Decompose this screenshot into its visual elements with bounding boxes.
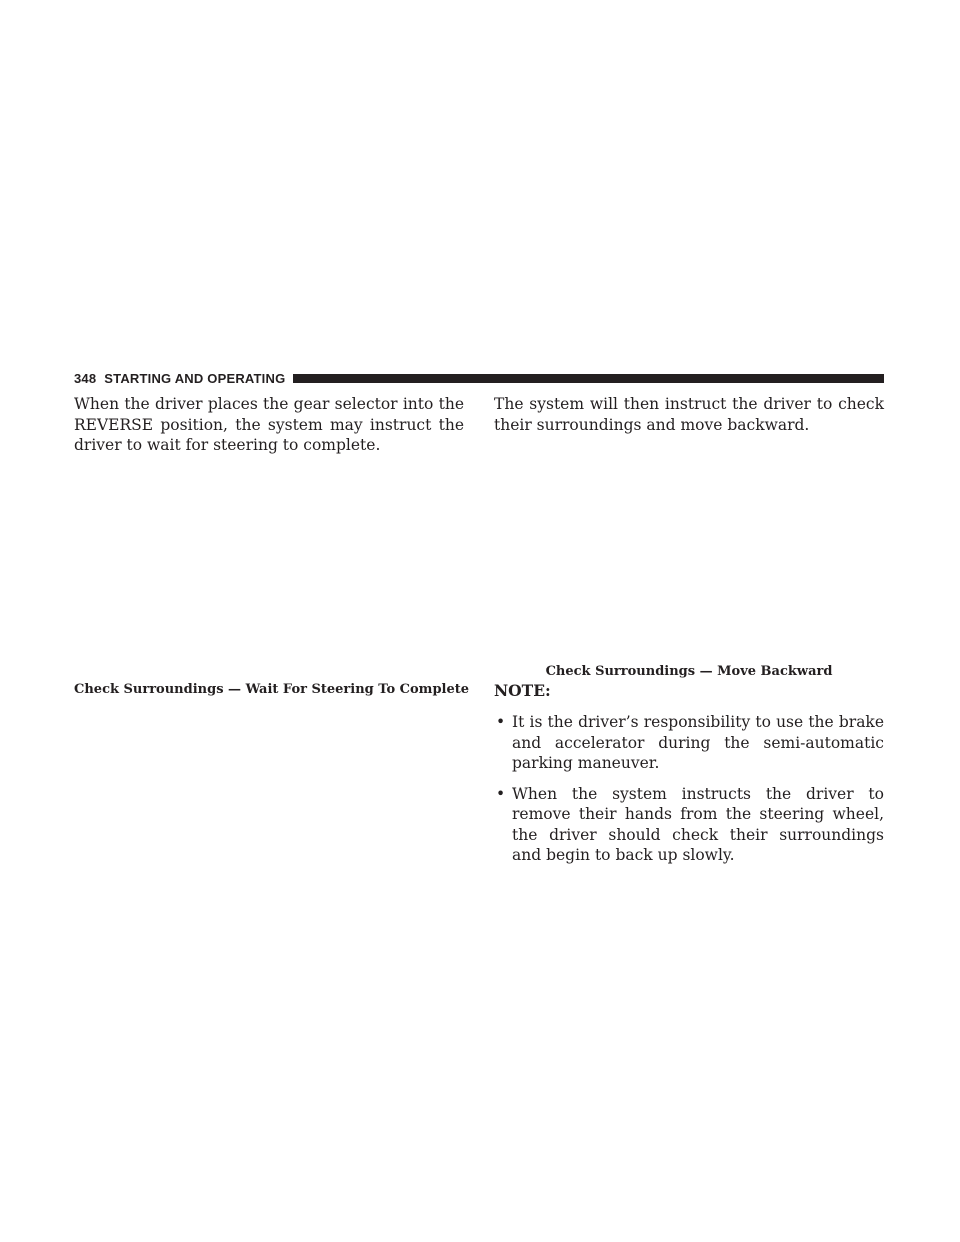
page-header: [74, 370, 884, 386]
section-title: STARTING AND OPERATING: [104, 370, 286, 386]
right-paragraph: The system will then instruct the driver to check their surroundings and move backward.: [494, 395, 884, 434]
note-list: [494, 712, 884, 876]
note-item: [494, 712, 884, 774]
note-text: It is the driver’s responsibility to use the brake and accelerator during the semi-automatic parking maneuver.: [512, 713, 884, 772]
figure-caption-move-backward: Check Surroundings — Move Backward: [545, 664, 833, 679]
page-number: 348: [74, 370, 97, 386]
note-item: [494, 784, 884, 866]
bullet-icon: •: [496, 713, 506, 731]
left-paragraph: When the driver places the gear selector into the REVERSE position, the system may instruct the driver to wait for steering to complete.: [74, 395, 464, 454]
figure-caption-wait-for-steering: Check Surroundings — Wait For Steering To Complete: [74, 682, 470, 697]
note-heading: NOTE:: [494, 681, 551, 700]
bullet-icon: •: [496, 784, 506, 803]
note-text: When the system instructs the driver to remove their hands from the steering wheel, the driver should check their surroundings and begin to back up slowly.: [512, 784, 884, 864]
header-rule: [293, 374, 884, 383]
